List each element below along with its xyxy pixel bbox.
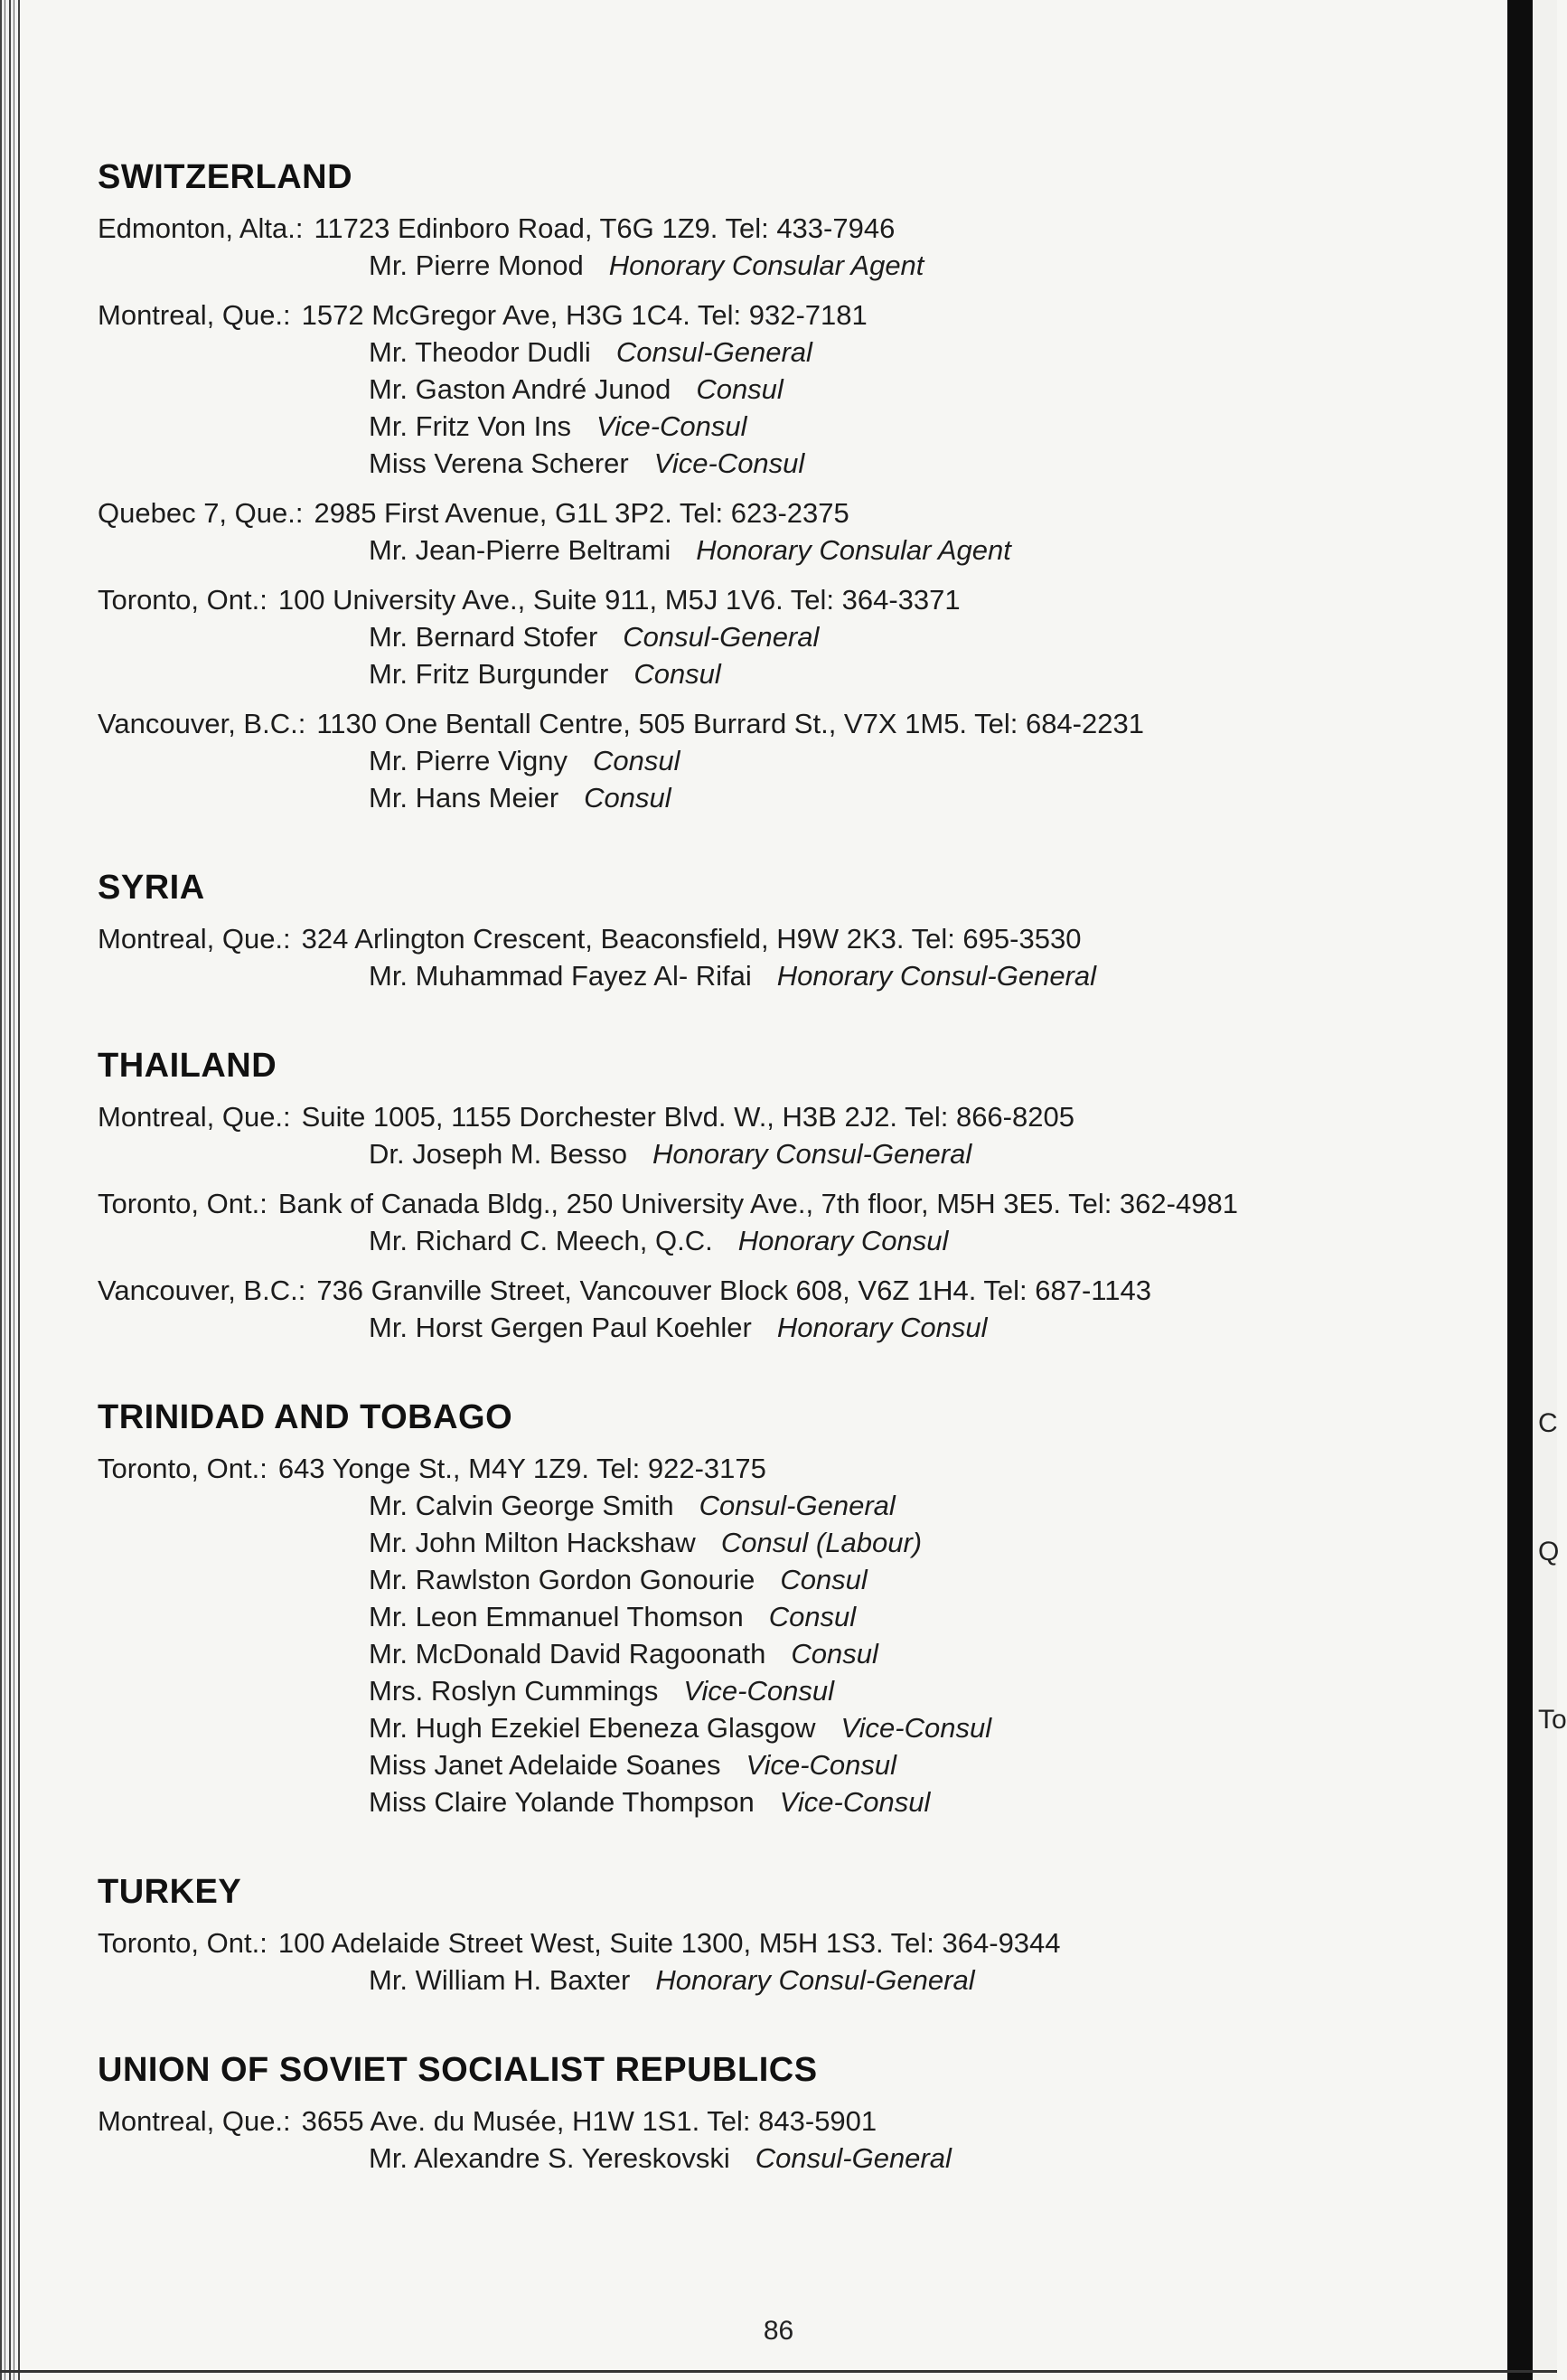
official-title: Honorary Consul-General	[655, 1964, 975, 1996]
office-address: 2985 First Avenue, G1L 3P2. Tel: 623-2375	[314, 497, 849, 529]
official-title: Consul	[633, 658, 721, 690]
office-address: 1130 One Bentall Centre, 505 Burrard St., V7X 1M5. Tel: 684-2231	[316, 708, 1144, 739]
official-name: Mr. Theodor Dudli	[369, 336, 591, 368]
office-address: 100 University Ave., Suite 911, M5J 1V6. Tel: 364-3371	[277, 584, 961, 616]
official-row	[98, 1487, 1489, 1524]
official-row	[98, 1309, 1489, 1346]
office-entry	[98, 1450, 1489, 1820]
official-title: Consul	[791, 1638, 878, 1670]
official-title: Consul-General	[615, 336, 812, 368]
office-address-line	[98, 1098, 1489, 1135]
country-section	[98, 1398, 1489, 1820]
official-name: Miss Janet Adelaide Soanes	[369, 1749, 721, 1781]
official-row	[98, 618, 1489, 655]
official-title: Consul-General	[699, 1490, 896, 1521]
official-row	[98, 1635, 1489, 1672]
official-row	[98, 1222, 1489, 1259]
official-row	[98, 532, 1489, 569]
office-city: Toronto, Ont.:	[98, 1453, 267, 1484]
country-section	[98, 869, 1489, 994]
office-address-line	[98, 581, 1489, 618]
official-name: Mr. Calvin George Smith	[369, 1490, 674, 1521]
office-address: 643 Yonge St., M4Y 1Z9. Tel: 922-3175	[277, 1453, 766, 1484]
country-heading: UNION OF SOVIET SOCIALIST REPUBLICS	[98, 2051, 818, 2089]
office-address-line	[98, 920, 1489, 957]
country-heading: TRINIDAD AND TOBAGO	[98, 1398, 513, 1436]
official-row	[98, 1524, 1489, 1561]
official-row	[98, 779, 1489, 816]
official-name: Mr. Richard C. Meech, Q.C.	[369, 1225, 713, 1256]
office-address-line	[98, 210, 1489, 247]
official-row	[98, 742, 1489, 779]
official-name: Mr. Rawlston Gordon Gonourie	[369, 1564, 755, 1595]
official-title: Consul-General	[755, 2142, 952, 2174]
edge-fragment: C	[1538, 1408, 1558, 1438]
official-row	[98, 247, 1489, 284]
office-city: Toronto, Ont.:	[98, 1927, 267, 1959]
official-title: Consul	[696, 373, 784, 405]
official-title: Vice-Consul	[746, 1749, 897, 1781]
official-row	[98, 334, 1489, 371]
official-title: Vice-Consul	[683, 1675, 834, 1707]
office-address-line	[98, 1924, 1489, 1961]
left-binding-edge	[0, 0, 20, 2380]
office-city: Quebec 7, Que.:	[98, 497, 304, 529]
official-row	[98, 1672, 1489, 1709]
office-address-line	[98, 2102, 1489, 2140]
edge-fragment: Q	[1538, 1537, 1560, 1566]
official-name: Mr. Jean-Pierre Beltrami	[369, 534, 671, 566]
office-address-line	[98, 1272, 1489, 1309]
office-city: Vancouver, B.C.:	[98, 1275, 306, 1306]
office-address: 3655 Ave. du Musée, H1W 1S1. Tel: 843-5901	[301, 2105, 877, 2137]
official-name: Mr. Pierre Monod	[369, 249, 584, 281]
official-name: Mr. Alexandre S. Yereskovski	[369, 2142, 730, 2174]
official-row	[98, 408, 1489, 445]
official-row	[98, 957, 1489, 994]
official-name: Mrs. Roslyn Cummings	[369, 1675, 659, 1707]
office-entry	[98, 1272, 1489, 1346]
country-section	[98, 2051, 1489, 2177]
country-heading: TURKEY	[98, 1873, 242, 1911]
official-row	[98, 1746, 1489, 1783]
official-name: Dr. Joseph M. Besso	[369, 1138, 628, 1170]
office-address: Bank of Canada Bldg., 250 University Ave., 7th floor, M5H 3E5. Tel: 362-4981	[277, 1188, 1238, 1219]
official-name: Mr. McDonald David Ragoonath	[369, 1638, 766, 1670]
office-address-line	[98, 1185, 1489, 1222]
official-title: Consul-General	[623, 621, 820, 653]
official-name: Mr. Gaston André Junod	[369, 373, 671, 405]
official-name: Mr. Bernard Stofer	[369, 621, 598, 653]
office-address: 736 Granville Street, Vancouver Block 608, V6Z 1H4. Tel: 687-1143	[316, 1275, 1151, 1306]
official-title: Honorary Consul-General	[776, 960, 1097, 992]
office-address: 11723 Edinboro Road, T6G 1Z9. Tel: 433-7946	[314, 212, 896, 244]
office-entry	[98, 920, 1489, 994]
official-name: Mr. Fritz Burgunder	[369, 658, 609, 690]
official-title: Consul	[780, 1564, 868, 1595]
office-city: Montreal, Que.:	[98, 299, 291, 331]
official-name: Mr. Muhammad Fayez Al- Rifai	[369, 960, 752, 992]
office-entry	[98, 296, 1489, 482]
official-row	[98, 1961, 1489, 1999]
country-section	[98, 158, 1489, 816]
office-address: 1572 McGregor Ave, H3G 1C4. Tel: 932-7181	[301, 299, 868, 331]
official-row	[98, 2140, 1489, 2177]
office-entry	[98, 494, 1489, 569]
office-entry	[98, 1924, 1489, 1999]
country-heading: SWITZERLAND	[98, 158, 353, 196]
official-name: Mr. Leon Emmanuel Thomson	[369, 1601, 744, 1632]
official-name: Mr. Fritz Von Ins	[369, 410, 571, 442]
official-row	[98, 655, 1489, 692]
office-entry	[98, 705, 1489, 816]
office-address-line	[98, 494, 1489, 532]
official-title: Vice-Consul	[840, 1712, 992, 1744]
office-entry	[98, 2102, 1489, 2177]
official-title: Honorary Consul	[737, 1225, 949, 1256]
official-title: Consul (Labour)	[720, 1527, 923, 1558]
official-row	[98, 1561, 1489, 1598]
official-title: Consul	[584, 782, 671, 814]
office-city: Montreal, Que.:	[98, 2105, 291, 2137]
country-section	[98, 1873, 1489, 1999]
page-bottom-border	[0, 2370, 1557, 2373]
official-row	[98, 1135, 1489, 1172]
edge-fragment: To	[1538, 1705, 1567, 1735]
official-title: Honorary Consul-General	[652, 1138, 972, 1170]
official-row	[98, 371, 1489, 408]
office-city: Montreal, Que.:	[98, 923, 291, 955]
official-title: Consul	[592, 745, 680, 776]
office-address-line	[98, 296, 1489, 334]
office-entry	[98, 581, 1489, 692]
office-address: Suite 1005, 1155 Dorchester Blvd. W., H3B 2J2. Tel: 866-8205	[301, 1101, 1074, 1133]
office-address: 324 Arlington Crescent, Beaconsfield, H9W 2K3. Tel: 695-3530	[301, 923, 1082, 955]
official-row	[98, 1709, 1489, 1746]
official-name: Mr. John Milton Hackshaw	[369, 1527, 696, 1558]
official-title: Vice-Consul	[653, 447, 805, 479]
office-address-line	[98, 705, 1489, 742]
official-name: Mr. William H. Baxter	[369, 1964, 631, 1996]
page-number: 86	[763, 2316, 794, 2346]
official-title: Honorary Consul	[776, 1312, 988, 1343]
office-address-line	[98, 1450, 1489, 1487]
office-entry	[98, 210, 1489, 284]
office-city: Montreal, Que.:	[98, 1101, 291, 1133]
official-title: Vice-Consul	[779, 1786, 931, 1818]
office-entry	[98, 1098, 1489, 1172]
official-title: Honorary Consular Agent	[696, 534, 1011, 566]
office-address: 100 Adelaide Street West, Suite 1300, M5H 1S3. Tel: 364-9344	[277, 1927, 1061, 1959]
consulate-directory	[98, 158, 1489, 2229]
official-row	[98, 445, 1489, 482]
right-binding-shadow	[1507, 0, 1533, 2380]
country-heading: THAILAND	[98, 1047, 277, 1085]
office-city: Edmonton, Alta.:	[98, 212, 304, 244]
official-name: Mr. Hugh Ezekiel Ebeneza Glasgow	[369, 1712, 816, 1744]
country-section	[98, 1047, 1489, 1346]
adjacent-page-edge	[1533, 0, 1567, 2380]
official-name: Miss Verena Scherer	[369, 447, 629, 479]
official-row	[98, 1783, 1489, 1820]
office-city: Toronto, Ont.:	[98, 584, 267, 616]
official-title: Honorary Consular Agent	[608, 249, 924, 281]
office-city: Vancouver, B.C.:	[98, 708, 306, 739]
official-title: Consul	[768, 1601, 857, 1632]
office-entry	[98, 1185, 1489, 1259]
official-row	[98, 1598, 1489, 1635]
country-heading: SYRIA	[98, 869, 205, 907]
official-name: Mr. Horst Gergen Paul Koehler	[369, 1312, 752, 1343]
official-title: Vice-Consul	[596, 410, 747, 442]
office-city: Toronto, Ont.:	[98, 1188, 267, 1219]
official-name: Mr. Hans Meier	[369, 782, 559, 814]
official-name: Mr. Pierre Vigny	[369, 745, 568, 776]
official-name: Miss Claire Yolande Thompson	[369, 1786, 755, 1818]
